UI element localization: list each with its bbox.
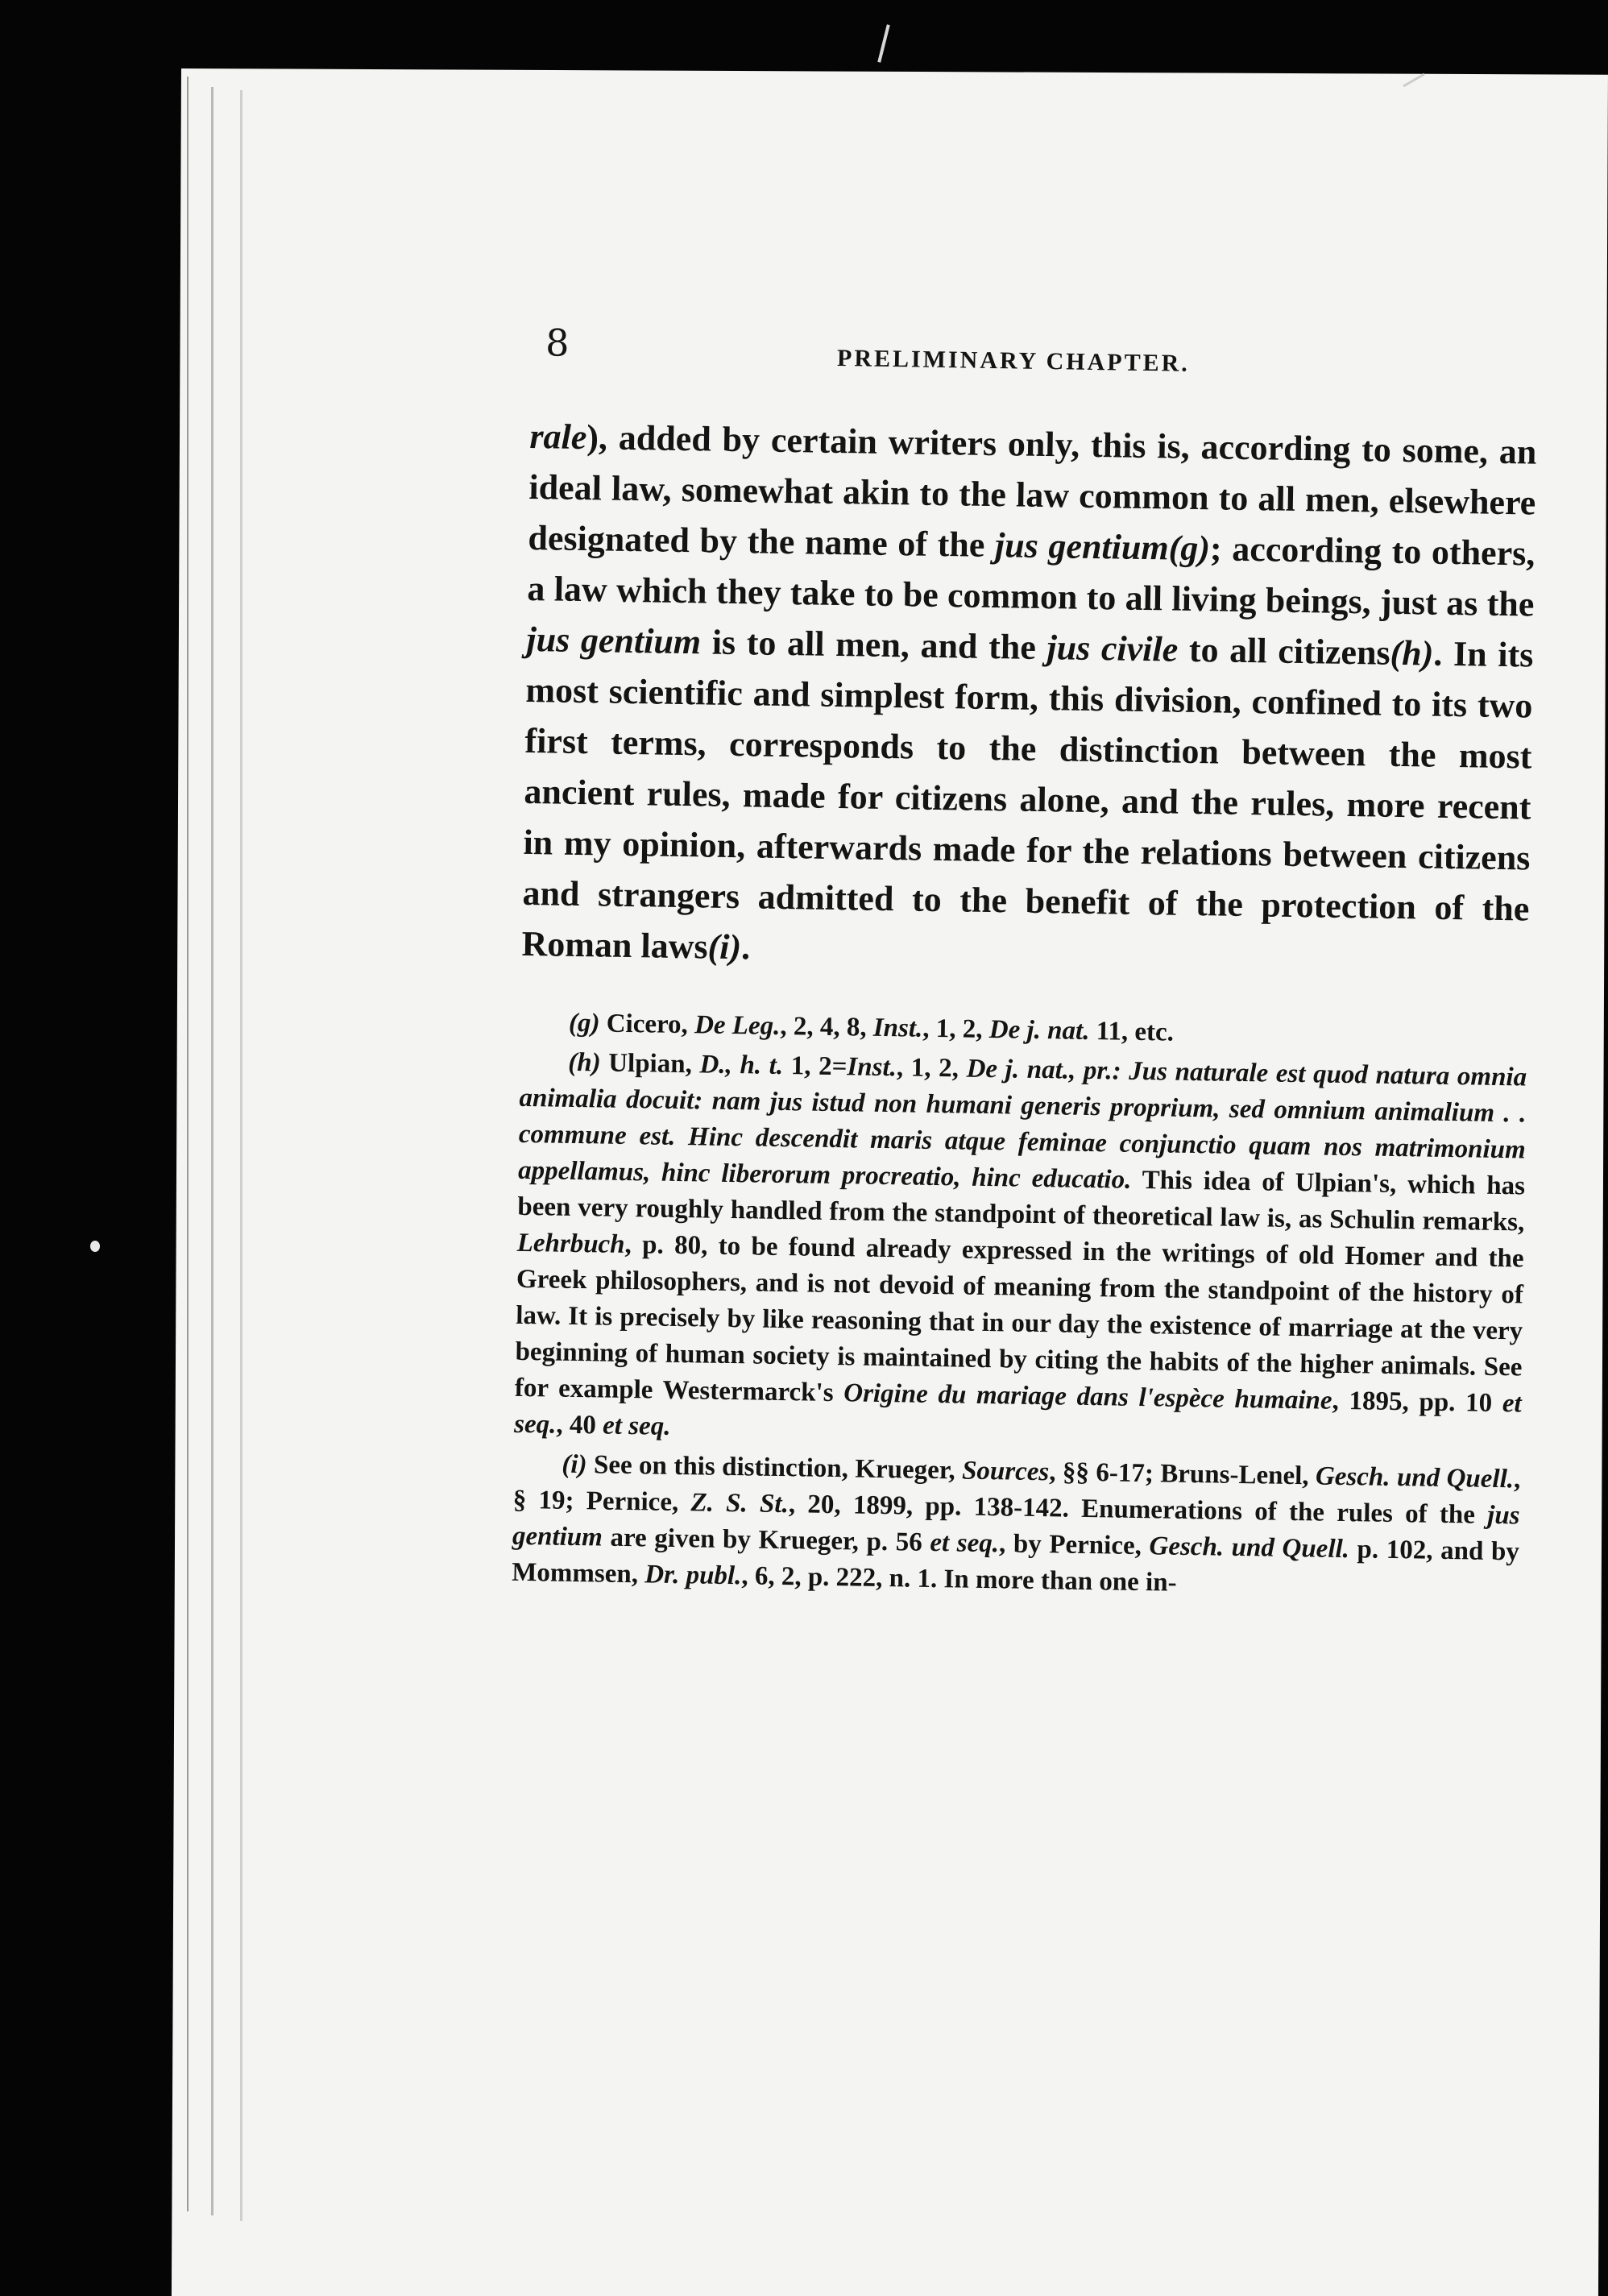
text-run: 1, 2= <box>782 1051 848 1082</box>
page-edge-line <box>240 90 242 2221</box>
text-run: Ulpian, <box>600 1048 700 1080</box>
page-edge-line <box>211 87 213 2215</box>
text-run: . In its most scientific and simplest form, this division, confined to its two first terms, corresponds to the distinction between the most ancient rules, made for citizens alone, and the rules, more recent in my opinion, afterwards made for the relations between citizens and strangers admitted to the benefit of the protection of the Roman laws <box>521 633 1534 967</box>
text-run: . <box>740 927 751 968</box>
footnote-marker: (i) <box>562 1449 587 1480</box>
footnote-h <box>514 1044 1527 1459</box>
text-run: to all citizens <box>1177 629 1391 673</box>
text-run: This idea of Ulpian's, which has been very roughly handled from the standpoint of theoretical law is, as Schulin remarks, <box>517 1165 1526 1237</box>
italic-term: rale <box>529 416 587 458</box>
italic-term: et seq. <box>930 1527 1000 1559</box>
text-run: , p. 80, to be found already expressed in the writings of old Homer and the Greek philosophers, and is not devoid of meaning from the standpoint of the history of law. It is precisely by like reasoning that in our day the existence of marriage at the very beginning of human society is maintained by citing the habits of the higher animals. See for example Westermarck's <box>514 1229 1524 1408</box>
italic-term: et seq. <box>602 1411 671 1441</box>
text-run: is to all men, and the <box>700 622 1047 668</box>
text-run: ; according to others, a law which they take to be common to all living beings, just as the <box>527 528 1535 624</box>
italic-term: Inst. <box>872 1013 923 1043</box>
italic-term: jus gentium <box>512 1500 1520 1552</box>
text-run: are given by Krueger, p. 56 <box>602 1523 930 1557</box>
italic-term: et seq. <box>513 1389 1523 1440</box>
italic-term: Z. S. St. <box>690 1488 789 1519</box>
page-edge-line <box>187 77 189 2211</box>
italic-term: De j. nat. <box>988 1015 1090 1046</box>
running-head: PRELIMINARY CHAPTER. <box>836 344 1191 377</box>
text-run: , 1, 2, <box>896 1053 967 1084</box>
footnotes <box>512 1005 1527 1607</box>
italic-term: D., h. t. <box>699 1050 784 1081</box>
text-run: , 1895, pp. 10 <box>1332 1386 1503 1419</box>
footnote-ref: (i) <box>707 926 742 968</box>
footnote-ref: (h) <box>1390 632 1434 673</box>
text-run: , §§ 6-17; Bruns-Lenel, <box>1049 1457 1316 1491</box>
text-run: , 20, 1899, pp. 138-142. Enumerations of the rules of the <box>788 1490 1488 1530</box>
italic-term: Gesch. und Quell. <box>1315 1461 1515 1494</box>
italic-term: Sources <box>961 1456 1050 1487</box>
text-run: , 1, 2, <box>922 1013 990 1045</box>
italic-term: jus civile <box>1046 628 1179 669</box>
text-run: , 2, 4, 8, <box>780 1011 874 1042</box>
italic-term: Origine du mariage dans l'espèce humaine <box>843 1378 1332 1415</box>
text-run: ), added by certain writers only, this is, according to some, an ideal law, somewhat akin to the law common to all men, elsewhere designated by the name of the <box>528 417 1537 566</box>
text-run: 11, etc. <box>1089 1016 1175 1047</box>
italic-term: Dr. publ. <box>644 1560 742 1591</box>
text-run: p. 102, and by Mommsen, <box>512 1535 1520 1589</box>
page-content <box>512 306 1539 1606</box>
text-run: See on this distinction, Krueger, <box>586 1450 963 1486</box>
italic-term: De Leg. <box>694 1010 781 1041</box>
italic-term: Inst. <box>847 1052 897 1083</box>
body-paragraph <box>521 411 1537 985</box>
footnote-i <box>512 1446 1521 1607</box>
latin-quotation: De j. nat., pr.: Jus naturale est quod natura omnia animalia docuit: nam jus istud non humani generis proprium, sed omnium animalium . . commune est. Hinc descendit maris atque feminae conjunctio quam nos matrimonium appellamus, hinc liberorum procreatio, hinc educatio. <box>517 1054 1527 1195</box>
footnote-marker: (h) <box>567 1047 601 1078</box>
footnote-marker: (g) <box>568 1008 600 1038</box>
scan-artifact <box>90 1241 100 1252</box>
italic-term: Gesch. und Quell. <box>1149 1531 1350 1565</box>
page-number: 8 <box>545 321 570 365</box>
text-run: , 40 <box>556 1410 603 1440</box>
text-run: , by Pernice, <box>998 1529 1150 1561</box>
text-run: , 6, 2, p. 222, n. 1. In more than one in- <box>741 1561 1177 1598</box>
text-run: , § 19; Pernice, <box>512 1465 1521 1518</box>
text-run: Cicero, <box>599 1009 695 1040</box>
footnote-ref: (g) <box>1168 528 1211 569</box>
page-header <box>531 306 1539 395</box>
italic-term: jus gentium <box>994 525 1170 568</box>
italic-term: Lehrbuch <box>516 1228 625 1259</box>
italic-term: jus gentium <box>526 619 702 662</box>
